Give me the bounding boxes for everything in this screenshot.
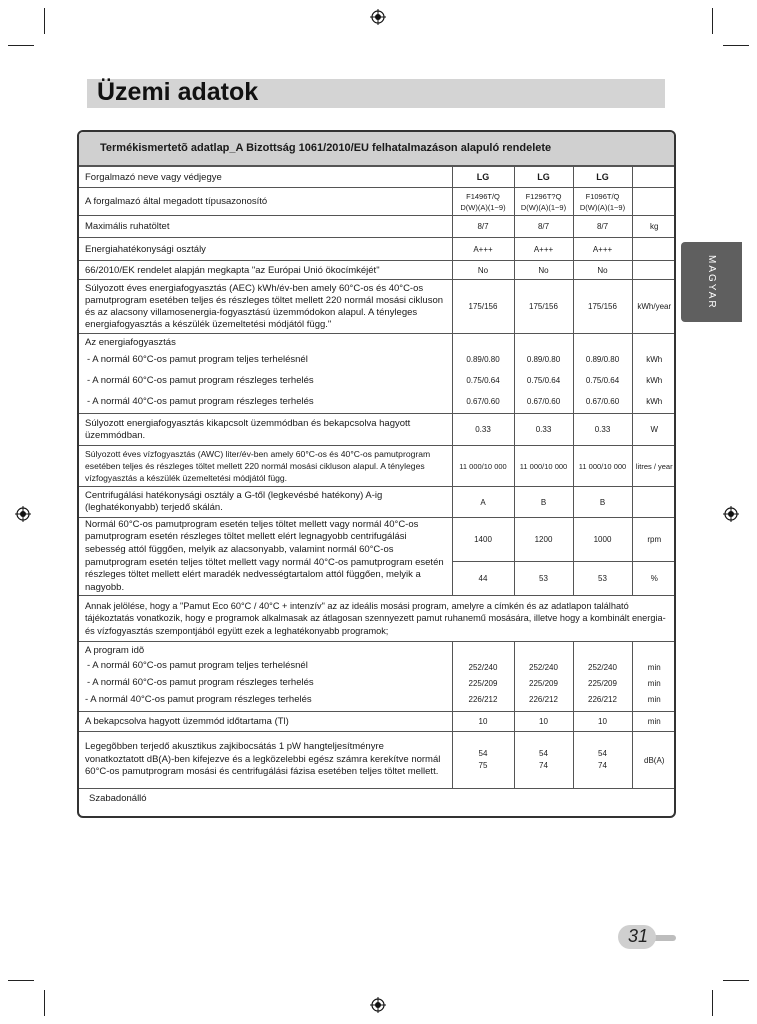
cell-value: 0.33	[573, 414, 632, 446]
registration-mark-icon	[370, 9, 386, 25]
table-row	[79, 188, 676, 216]
cell-unit: dB(A)	[632, 732, 676, 789]
table-row	[79, 642, 676, 712]
cell-unit: kg	[632, 216, 676, 238]
cell-unit	[632, 487, 676, 518]
cell-unit: litres / year	[632, 446, 676, 487]
row-label	[79, 334, 452, 414]
sub-value: 226/212	[468, 695, 498, 704]
sub-value: 0.75/0.64	[526, 376, 561, 385]
sub-value: 0.89/0.80	[585, 355, 620, 364]
sub-value: 0.67/0.60	[585, 397, 620, 406]
cell-value	[514, 334, 573, 414]
cell-unit	[632, 334, 676, 414]
cell-value: 53	[573, 562, 632, 596]
sub-value: 226/212	[588, 695, 617, 704]
cell-value: 0.33	[452, 414, 514, 446]
cell-value	[452, 642, 514, 712]
cell-value: 11 000/10 000	[573, 446, 632, 487]
registration-mark-icon	[723, 506, 739, 522]
noise-value: 74	[598, 761, 607, 770]
noise-value: 54	[478, 749, 488, 758]
sub-unit: kWh	[646, 355, 663, 364]
registration-mark-icon	[15, 506, 31, 522]
table-row	[79, 518, 676, 562]
row-label	[79, 642, 452, 712]
row-label: Maximális ruhatöltet	[79, 216, 452, 238]
crop-mark	[8, 45, 34, 46]
sub-item-label: - A normál 40°C-os pamut program részleges terhelés	[87, 396, 314, 407]
row-label: Szabadonálló	[79, 789, 676, 809]
cell-unit	[632, 642, 676, 712]
model-line: D(W)(A)(1~9)	[579, 202, 626, 212]
table-row	[79, 789, 676, 809]
cell-value: 8/7	[514, 216, 573, 238]
registration-mark-icon	[370, 997, 386, 1013]
cell-value: 175/156	[514, 280, 573, 334]
crop-mark	[712, 990, 713, 1016]
sub-value: 225/209	[588, 679, 617, 688]
row-label: A forgalmazó által megadott típusazonosító	[79, 188, 452, 216]
table-row	[79, 596, 676, 642]
row-label: Súlyozott éves energiafogyasztás (AEC) kWh/év-ben amely 60°C-os és 40°C-os pamutprogram esetében teljes és részleges töltet mellett 220 normál mosási cikluson és az alacsony villamosenergia-fogyasztású üzemmódokon alapul. A tényleges energiafogyasztás a készülék üzemeltetési módjától függ."	[79, 280, 452, 334]
cell-value: A+++	[573, 238, 632, 261]
cell-value: 10	[573, 712, 632, 732]
page-number: 31	[628, 926, 649, 946]
table-row	[79, 238, 676, 261]
table-row	[79, 732, 676, 789]
cell-value	[573, 732, 632, 789]
table-row	[79, 261, 676, 280]
row-label: 66/2010/EK rendelet alapján megkapta "az Európai Unió ökocímkéjét"	[79, 261, 452, 280]
cell-value: 8/7	[452, 216, 514, 238]
table-row	[79, 712, 676, 732]
sub-value: 0.75/0.64	[466, 376, 500, 385]
cell-value: 8/7	[573, 216, 632, 238]
cell-value	[452, 732, 514, 789]
cell-unit: rpm	[632, 518, 676, 562]
cell-unit	[632, 238, 676, 261]
page-title-bar	[87, 79, 665, 108]
sub-value: 225/209	[468, 679, 498, 688]
crop-mark	[723, 45, 749, 46]
cell-unit	[632, 167, 676, 188]
noise-value: 54	[539, 749, 548, 758]
model-line: D(W)(A)(1~9)	[520, 202, 567, 212]
cell-value	[452, 188, 514, 216]
cell-unit	[632, 188, 676, 216]
cell-value	[573, 334, 632, 414]
cell-value: 1200	[514, 518, 573, 562]
sub-value: 0.67/0.60	[466, 397, 500, 406]
table-heading: Termékismertetõ adatlap_A Bizottság 1061/2010/EU felhatalmazáson alapuló rendelete	[79, 132, 674, 166]
table-row	[79, 334, 676, 414]
cell-unit: min	[632, 712, 676, 732]
cell-value: 175/156	[573, 280, 632, 334]
model-line: F1096T/Q	[585, 191, 620, 201]
sub-unit: kWh	[646, 376, 663, 385]
cell-value: 44	[452, 562, 514, 596]
page-number-badge	[618, 925, 674, 949]
sub-unit: kWh	[646, 397, 663, 406]
cell-unit: kWh/year	[632, 280, 676, 334]
cell-value	[573, 642, 632, 712]
cell-value	[573, 188, 632, 216]
table-row	[79, 216, 676, 238]
cell-value: No	[514, 261, 573, 280]
noise-value: 75	[478, 761, 488, 770]
cell-value: 11 000/10 000	[452, 446, 514, 487]
cell-value	[452, 334, 514, 414]
row-label: Centrifugálási hatékonysági osztály a G-től (legkevésbé hatékony) A-ig (leghatékonyabb) terjedő skálán.	[79, 487, 452, 518]
noise-value: 74	[539, 761, 548, 770]
sub-item-label: - A normál 60°C-os pamut program teljes terhelésnél	[87, 660, 308, 671]
row-label: Legegõbben terjedő akusztikus zajkibocsátás 1 pW hangteljesítményre vonatkoztatott dB(A)-ben kifejezve és a legközelebbi egész számra kerekítve normál 60°C-os pamutprogram mosási és centrifugálási fázisa esetében teljes töltet mellett.	[79, 732, 452, 789]
cell-unit: W	[632, 414, 676, 446]
row-label: Normál 60°C-os pamutprogram esetén teljes töltet mellett vagy normál 40°C-os pamutprogram esetén részleges töltet mellett elért legnagyobb centrifugálási sebesség attól függően, melyik az alacsonyabb, valamint normál 60°C-os pamutprogram esetén teljes töltet mellett vagy normál 40°C-os pamutprogram esetén részleges töltet mellett elért maradék nedvességtartalom attól függően, melyik a nagyobb.	[79, 518, 452, 596]
cell-value	[514, 188, 573, 216]
table-row	[79, 414, 676, 446]
table-row	[79, 167, 676, 188]
cell-value: LG	[573, 167, 632, 188]
cell-value: B	[514, 487, 573, 518]
sub-value: 0.89/0.80	[466, 355, 500, 364]
crop-mark	[44, 8, 45, 34]
sub-value: 225/209	[529, 679, 558, 688]
model-line: F1496T/Q	[466, 191, 500, 201]
noise-value: 54	[598, 749, 607, 758]
language-tab-label: MAGYAR	[706, 254, 717, 310]
crop-mark	[712, 8, 713, 34]
sub-unit: min	[647, 663, 661, 672]
cell-value: 10	[452, 712, 514, 732]
row-label: Súlyozott éves vízfogyasztás (AWC) liter/év-ben amely 60°C-os és 40°C-os pamutprogram esetében teljes és részleges töltet mellett 220 normál mosási cikluson alapul. A tényleges vízfogyasztás a készülék üzemeltetési módjától függ.	[79, 446, 452, 487]
cell-value: 53	[514, 562, 573, 596]
model-line: F1296T?Q	[525, 191, 562, 201]
table-row	[79, 487, 676, 518]
row-label: Energiahatékonysági osztály	[79, 238, 452, 261]
cell-value	[514, 732, 573, 789]
crop-mark	[8, 980, 34, 981]
sub-value: 0.75/0.64	[585, 376, 620, 385]
model-line: D(W)(A)(1~9)	[460, 202, 506, 212]
group-heading: Az energiafogyasztás	[85, 337, 176, 348]
sub-value: 0.89/0.80	[526, 355, 561, 364]
table-row	[79, 280, 676, 334]
product-fiche-table	[79, 166, 676, 809]
product-fiche-table-frame	[77, 130, 676, 818]
cell-value: A+++	[514, 238, 573, 261]
cell-value: No	[573, 261, 632, 280]
sub-item-label: - A normál 60°C-os pamut program részleges terhelés	[87, 677, 314, 688]
sub-value: 252/240	[529, 663, 558, 672]
cell-value: 0.33	[514, 414, 573, 446]
sub-unit: min	[647, 695, 661, 704]
row-label: A bekapcsolva hagyott üzemmód időtartama (Tl)	[79, 712, 452, 732]
sub-unit: min	[647, 679, 661, 688]
eco-program-note: Annak jelölése, hogy a "Pamut Eco 60°C / 40°C + intenzív" az az ideális mosási program, amelyre a címkén és az adatlapon található tájékoztatás vonatkozik, hogy e programok alkalmasak az átlagosan szennyezett pamut ruhanemű mosására, illetve hogy a kombinált energia- és vízfogyasztás szempontjából együtt ezek a leghatékonyabb programok;	[79, 596, 676, 642]
cell-value: A	[452, 487, 514, 518]
cell-unit	[632, 261, 676, 280]
group-heading: A program idõ	[85, 645, 145, 656]
table-row	[79, 446, 676, 487]
cell-value: No	[452, 261, 514, 280]
row-label: Súlyozott energiafogyasztás kikapcsolt üzemmódban és bekapcsolva hagyott üzemmódban.	[79, 414, 452, 446]
sub-value: 252/240	[588, 663, 617, 672]
sub-value: 0.67/0.60	[526, 397, 561, 406]
cell-value: 1000	[573, 518, 632, 562]
crop-mark	[723, 980, 749, 981]
sub-item-label: - A normál 40°C-os pamut program részleges terhelés	[85, 694, 312, 705]
page-title: Üzemi adatok	[97, 78, 259, 106]
language-tab	[681, 242, 742, 322]
cell-value: B	[573, 487, 632, 518]
sub-value: 252/240	[468, 663, 498, 672]
sub-item-label: - A normál 60°C-os pamut program részleges terhelés	[87, 375, 314, 386]
cell-value: 10	[514, 712, 573, 732]
cell-value: 11 000/10 000	[514, 446, 573, 487]
sub-item-label: - A normál 60°C-os pamut program teljes terhelésnél	[87, 354, 308, 365]
sub-value: 226/212	[529, 695, 558, 704]
row-label: Forgalmazó neve vagy védjegye	[79, 167, 452, 188]
cell-value	[514, 642, 573, 712]
crop-mark	[44, 990, 45, 1016]
cell-value: 175/156	[452, 280, 514, 334]
cell-value: LG	[514, 167, 573, 188]
cell-unit: %	[632, 562, 676, 596]
cell-value: 1400	[452, 518, 514, 562]
cell-value: LG	[452, 167, 514, 188]
cell-value: A+++	[452, 238, 514, 261]
